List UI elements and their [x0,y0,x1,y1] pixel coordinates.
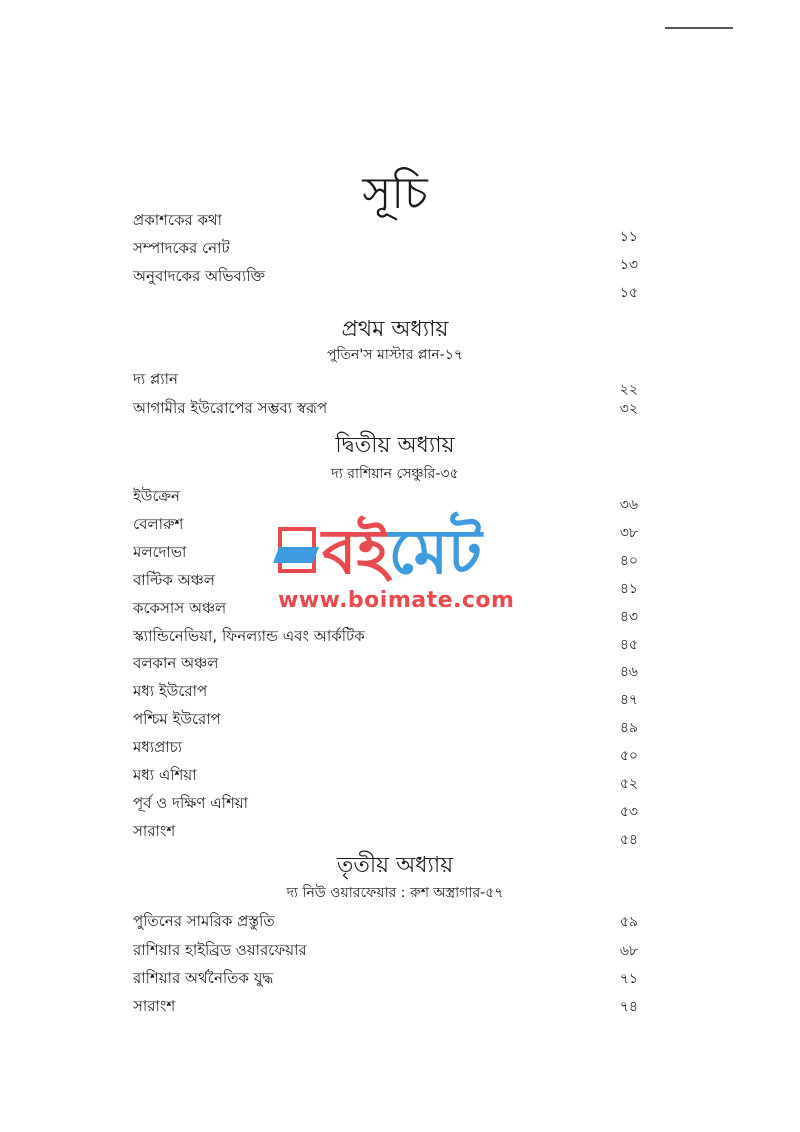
logo-part-blue: মেট [388,515,482,588]
entry-title: রাশিয়ার অর্থনৈতিক যুদ্ধ [133,969,274,987]
chapter-subtitle: পুতিন'স মাস্টার প্লান-১৭ [327,347,463,363]
entry-page-number: ৫৪ [619,831,638,848]
entry-title: মধ্য এশিয়া [133,766,197,784]
entry-title: বেলারুশ [133,514,184,533]
entry-title: বলকান অঞ্চল [133,654,219,673]
entry-page-number: ৭৪ [619,999,638,1015]
entry-page-number: ৪৬ [619,664,638,681]
chapter-subtitle: দ্য রাশিয়ান সেঞ্চুরি-৩৫ [331,466,459,482]
entry-page-number: ৪৫ [619,636,638,653]
page-title: সূচি [362,168,428,219]
entry-title: মলদোভা [133,542,187,561]
entry-title: পূর্ব ও দক্ষিণ এশিয়া [133,793,249,812]
book-icon [278,527,316,573]
entry-page-number: ৩৬ [619,497,638,513]
entry-page-number: ৪৩ [619,608,638,625]
entry-page-number: ৫৩ [619,803,638,820]
toc-entry [133,209,638,245]
entry-title: মধ্য ইউরোপ [133,682,208,701]
entry-title: ককেসাস অঞ্চল [133,598,227,617]
toc-entry [133,680,638,709]
entry-title: সারাংশ [133,821,176,840]
toc-entry [133,265,638,301]
entry-page-number: ৩২ [619,401,638,417]
entry-page-number: ৭১ [619,971,638,987]
entry-page-number: ৬৮ [619,943,638,959]
entry-page-number: ৪১ [619,580,638,597]
chapter-heading: দ্বিতীয় অধ্যায় [335,433,455,458]
entry-title: অনুবাদকের অভিব্যক্তি [133,267,266,285]
entry-page-number: ৫০ [619,748,638,765]
toc-entry [133,939,638,965]
toc-entry [133,995,638,1021]
entry-page-number: ৪৯ [619,720,638,737]
entry-page-number: ৪৭ [619,692,638,709]
entry-title: আগামীর ইউরোপের সম্ভব্য স্বরূপ [133,399,328,417]
toc-entry [133,736,638,765]
toc-entry [133,820,638,846]
entry-page-number: ২২ [619,382,638,398]
entry-title: সম্পাদকের নোট [133,239,230,257]
entry-page-number: ৪০ [619,552,638,569]
entry-page-number: ৫২ [619,776,638,792]
entry-title: পুতিনের সামরিক প্রস্তুতি [133,912,275,930]
entry-page-number: ৩৮ [619,524,638,541]
entry-title: বাল্টিক অঞ্চল [133,570,215,589]
toc-entry [133,967,638,993]
toc-entry [133,910,638,936]
entry-title: রাশিয়ার হাইব্রিড ওয়ারফেয়ার [133,941,307,959]
logo-part-red: বই [322,515,389,588]
entry-title: প্রকাশকের কথা [133,211,223,229]
watermark-url: www.boimate.com [278,588,515,613]
toc-entry [133,625,638,651]
chapter-heading: প্রথম অধ্যায় [341,317,449,342]
scan-artifact-line [665,27,733,29]
chapter-subtitle: দ্য নিউ ওয়ারফেয়ার : রুশ অস্ত্রাগার-৫৭ [286,885,504,901]
chapter-heading: তৃতীয় অধ্যায় [336,853,454,878]
entry-title: স্ক্যান্ডিনেভিয়া, ফিনল্যান্ড এবং আর্কটিক [133,626,365,645]
toc-entry [133,792,638,818]
entry-title: দ্য প্ল্যান [133,370,178,388]
entry-page-number: ১৩ [619,257,638,273]
toc-entry [133,652,638,681]
entry-page-number: ১৫ [619,285,638,301]
watermark [278,515,528,615]
entry-title: ইউক্রেন [133,487,181,505]
toc-entry [133,397,638,423]
entry-page-number: ১১ [619,229,638,245]
entry-title: মধ্যপ্রাচ্য [133,738,183,757]
entry-title: সারাংশ [133,997,176,1015]
toc-entry [133,708,638,737]
entry-page-number: ৫৯ [619,914,638,930]
entry-title: পশ্চিম ইউরোপ [133,710,221,729]
toc-entry [133,237,638,273]
toc-entry [133,764,638,790]
toc-entry [133,368,638,398]
